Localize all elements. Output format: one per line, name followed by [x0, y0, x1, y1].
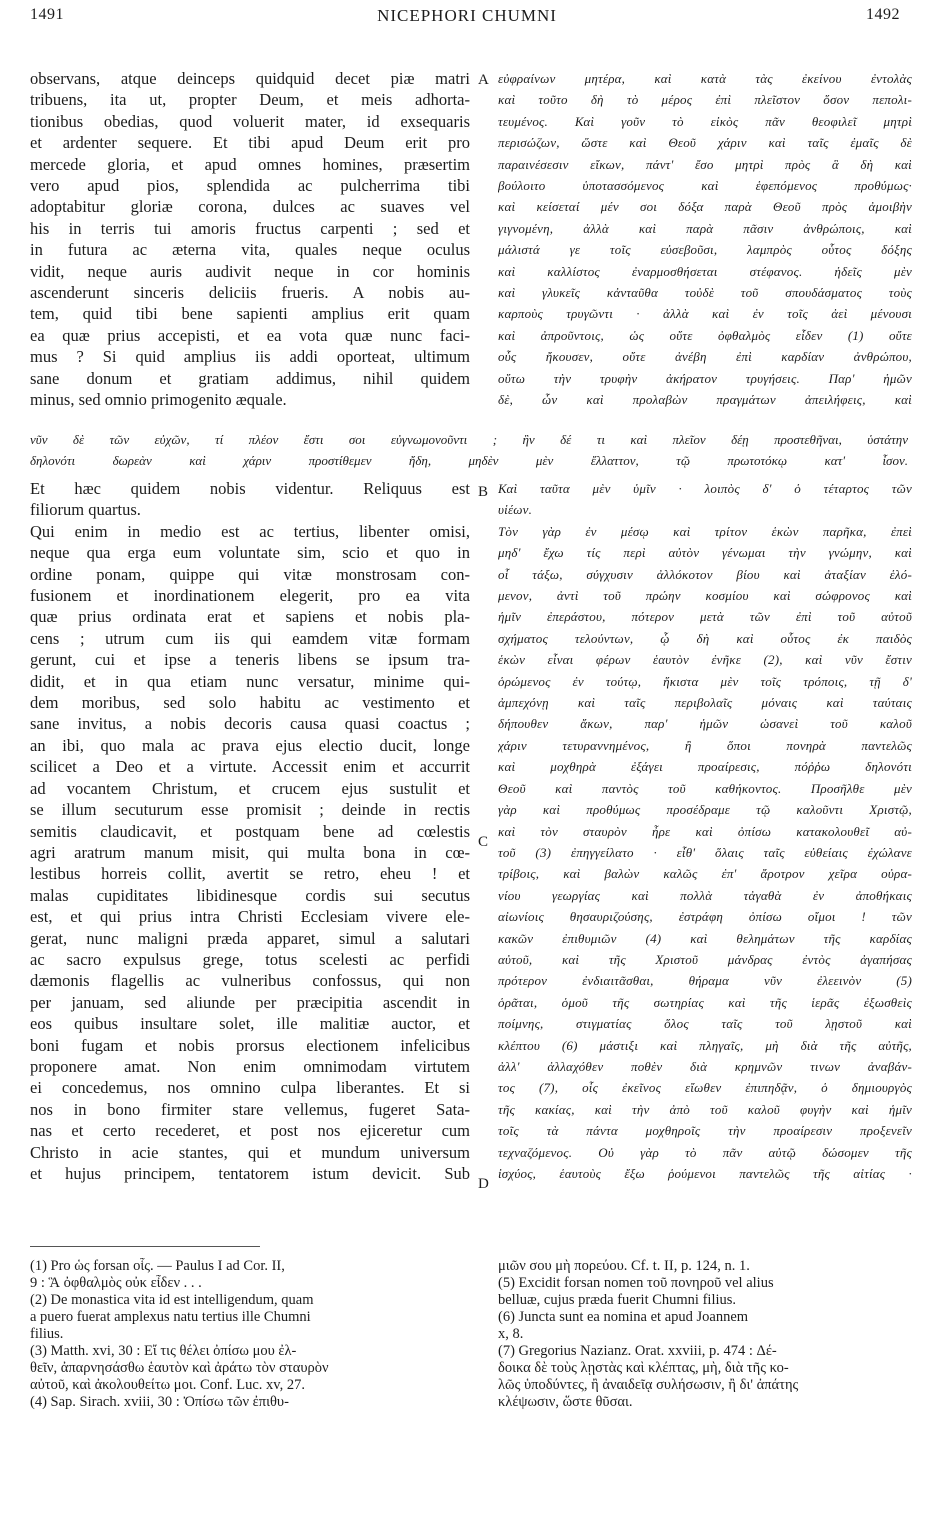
latin-bottom-line: ac sacro expulsus grege, totus scelesti ac perfidi — [30, 949, 470, 969]
spanning-greek-line-1: νῦν δὲ τῶν εὐχῶν, τί πλέον ἔστι σοι εὐγνωμονοῦντι ; ἣν δέ τι καὶ πλεῖον δέῃ προστεθῆναι, ὑστάτην — [30, 432, 908, 447]
section-marker-a: A — [478, 72, 489, 88]
greek-top-line: οὕτω τὴν τρυφὴν ἀκήρατον τρυγήσεις. Παρ' ἡμῶν — [498, 370, 912, 386]
latin-bottom-line: est, et qui prius intra Christi Ecclesiam vivere ele- — [30, 907, 470, 927]
latin-column-top — [30, 68, 470, 411]
latin-bottom-line: cens ; utrum cum iis qui eamdem vitæ formam — [30, 628, 470, 648]
page-header — [0, 4, 934, 32]
footnote-line: x, 8. — [498, 1326, 524, 1342]
latin-bottom-line: ei concedemus, nos omnino culpa liberantes. Et si — [30, 1078, 470, 1098]
latin-top-line: et ardenter sequere. Et tibi apud Deum erit pro — [30, 133, 470, 153]
latin-column-bottom — [30, 478, 470, 1184]
latin-top-line: mus ? Si quid amplius iis addi oporteat, ultimum — [30, 347, 470, 367]
greek-bottom-line: τοῦ (3) ἐπηγγείλατο · εἶθ' ὅλαις ταῖς εὐθείαις ἐχώλανε — [498, 844, 912, 860]
latin-bottom-line: dem moribus, sed solo habitu ac vestimento et — [30, 693, 470, 713]
latin-bottom-line: gerunt, cui et ipse a teneris libens se ipsum tra- — [30, 650, 470, 670]
greek-bottom-line: Τὸν γὰρ ἐν μέσῳ καὶ τρίτον ἑκὼν παρῆκα, ἐπεὶ — [498, 523, 912, 539]
greek-bottom-line: τρίβοις, καὶ βαλὼν καλῶς ἐπ' ἄροτρον χεῖρα οὐρα- — [498, 866, 912, 882]
latin-bottom-line: quæ prius ordinata erat et sapiens et nobis pla- — [30, 607, 470, 627]
greek-bottom-line: σχήματος τελούντων, ᾧ δὴ καὶ οὗτος ἐκ παιδὸς — [498, 630, 912, 646]
footnote-line: μιῶν σου μὴ πορεύου. Cf. t. II, p. 124, n. 1. — [498, 1258, 750, 1274]
greek-top-line: εὐφραίνων μητέρα, καὶ κατὰ τὰς ἐκείνου ἐντολὰς — [498, 71, 912, 86]
greek-top-line: καὶ καλλίστος ἐναρμοσθήσεται στέφανος. ἡδεῖς μὲν — [498, 263, 912, 279]
greek-bottom-line: μηδ' ἔχω τίς περὶ αὐτὸν γένωμαι τὴν γνώμην, καὶ — [498, 545, 912, 561]
latin-bottom-line: neque qua erga eum voluntate sim, scio et quo in — [30, 543, 470, 563]
latin-top-line: vidit, neque auris audivit neque in cor hominis — [30, 261, 470, 281]
section-marker-c: C — [478, 834, 489, 850]
footnote-line: a puero fuerat amplexus natu tertius ille Chumni — [30, 1309, 311, 1325]
greek-bottom-line: τος (7), οἷς ἐκεῖνος εἴωθεν ἐπιπηδᾷν, ὁ δημιουργὸς — [498, 1080, 912, 1096]
greek-top-line: παραινέσεσιν εἴκων, πάντ' ἔσο μητρὶ πρὸς ἃ δὴ καὶ — [498, 156, 912, 172]
left-page-number: 1491 — [30, 6, 64, 23]
latin-top-line: his in terris tui amoris fructus carpenti ; sed et — [30, 218, 470, 238]
greek-bottom-line: ἰσχύος, ἑαυτοὺς ἔξω ῥούμενοι παντελῶς τῆς αἰτίας · — [498, 1166, 912, 1181]
latin-top-line: in futura ac æterna vita, quales neque oculus — [30, 240, 470, 260]
greek-top-line: τευμένος. Καὶ γοῦν τὸ εἰκὸς πᾶν θεοφιλεῖ μητρὶ — [498, 113, 912, 129]
latin-bottom-line: ad vocantem Christum, et crucem ejus sustulit et — [30, 778, 470, 798]
greek-bottom-line: Θεοῦ καὶ παντὸς τοῦ καθήκοντος. Προσῆλθε μὲν — [498, 780, 912, 796]
latin-bottom-line: nos in bono firmiter stare vellemus, fugeret Sata- — [30, 1099, 470, 1119]
greek-top-line: καὶ κείσεταί μέν σοι δόξα παρὰ Θεοῦ πρὸς ἀμοιβὴν — [498, 199, 912, 215]
latin-top-line: mercede gloria, et apud omnes homines, præsertim — [30, 154, 470, 174]
footnote-line: (6) Juncta sunt ea nomina et apud Joannem — [498, 1309, 749, 1325]
greek-top-line: καὶ γλυκεῖς κἀνταῦθα τοὐδὲ τοῦ σπουδάσματος τοὺς — [498, 285, 912, 301]
greek-column-bottom — [498, 478, 912, 1184]
footnote-line: κλέψωσιν, ὥστε θῦσαι. — [498, 1394, 633, 1410]
footnote-line: 9 : Ἃ ὀφθαλμὸς οὐκ εἶδεν . . . — [30, 1275, 202, 1291]
greek-top-line: βούλοιτο ὑποτασσόμενος καὶ ἑφεπόμενος προθύμως· — [498, 178, 912, 194]
greek-bottom-line: ὁρώμενος ἐν τούτῳ, ἥκιστα μὲν τοῖς τρόποις, τῇ δ' — [498, 673, 912, 689]
latin-bottom-line: malas cupiditates libidinesque cordis sui secutus — [30, 885, 470, 905]
greek-bottom-line: ὁρᾶται, ὁμοῦ τῆς σωτηρίας καὶ τῆς ἱερᾶς ἐξωσθεὶς — [498, 994, 912, 1010]
greek-bottom-line: πρότερον ἐνδιαιτᾶσθαι, θήραμα νῦν ἐλεεινὸν (5) — [498, 973, 912, 989]
greek-bottom-line: μενον, ἀντὶ τοῦ πρώην κοσμίου καὶ σώφρονος καὶ — [498, 588, 912, 604]
greek-bottom-line: χάριν τετυραννημένος, ἢ ὅποι πονηρὰ παντελῶς — [498, 737, 912, 753]
greek-bottom-line: ποίμνης, στιγματίας ὅλος ταῖς τοῦ λῃστοῦ καὶ — [498, 1016, 912, 1032]
latin-top-line: ea quæ prius accepisti, et ea vota quæ nunc faci- — [30, 325, 470, 345]
greek-bottom-line: κακῶν ἐπιθυμιῶν (4) καὶ θελημάτων τῆς καρδίας — [498, 930, 912, 946]
latin-bottom-line: fusionem et inordinationem elegerit, pro ea vita — [30, 586, 470, 606]
latin-bottom-line: Christo in acie stantes, qui et mundum universum — [30, 1142, 470, 1162]
latin-top-line: observans, atque deinceps quidquid decet piæ matri — [30, 69, 470, 88]
greek-bottom-line: ἀλλ' ἀλλαχόθεν ποθὲν διὰ κρημνῶν τινων ἀναβάν- — [498, 1058, 912, 1074]
greek-bottom-line: κλέπτου (6) μάστιξι καὶ πληγαῖς, μὴ διὰ τῆς αὐτῆς, — [498, 1037, 912, 1053]
greek-bottom-line: ἀμπεχόνῃ καὶ ταῖς περιβολαῖς μόναις καὶ ταύταις — [498, 695, 912, 711]
greek-bottom-line: καὶ τὸν σταυρὸν ἦρε καὶ ὀπίσω κατακολουθεῖ αὐ- — [498, 823, 912, 839]
greek-bottom-line: οἷ τάξω, σύγχυσιν ἀλλόκοτον βίου καὶ ἀταξίαν ἑλό- — [498, 566, 912, 582]
footnote-line: θεῖν, ἀπαρνησάσθω ἑαυτὸν καὶ ἀράτω τὸν σταυρὸν — [30, 1360, 329, 1376]
greek-bottom-line: νίου γεωργίας καὶ πολλὰ τἀγαθὰ ἐν ἀποθήκαις — [498, 887, 912, 903]
footnote-line: (3) Matth. xvi, 30 : Εἴ τις θέλει ὀπίσω μου ἐλ- — [30, 1343, 297, 1359]
greek-top-line: μάλιστά γε τοῖς εὐσεβοῦσι, λαμπρὸς οὗτος δόξης — [498, 242, 912, 258]
greek-bottom-line: αἰωνίοις θησαυριζούσης, ἐστράφη ὀπίσω οἴμοι ! τῶν — [498, 909, 912, 925]
latin-bottom-line: Et hæc quidem nobis videntur. Reliquus est — [30, 479, 470, 498]
section-marker-b: B — [478, 484, 489, 500]
greek-top-line: καὶ ἀπροῦντοις, ὡς οὔτε ὀφθαλμὸς εἶδεν (1) οὔτε — [498, 327, 912, 343]
latin-bottom-line: filiorum quartus. — [30, 500, 141, 520]
latin-bottom-line: an ibi, quo mala ac prava ejus electio ducit, longe — [30, 735, 470, 755]
latin-top-line: vero apud pios, splendida ac pulcherrima tibi — [30, 176, 470, 196]
latin-bottom-line: Qui enim in medio est ac tertius, libenter omisi, — [30, 521, 470, 541]
latin-bottom-line: boni fugam et nobis prorsus electionem infelicibus — [30, 1035, 470, 1055]
footnote-line: (1) Pro ὡς forsan οἷς. — Paulus I ad Cor. II, — [30, 1258, 285, 1274]
greek-bottom-line: τεχναζόμενος. Οὐ γὰρ τὸ πᾶν αὐτῷ δώσομεν τῆς — [498, 1144, 912, 1160]
latin-bottom-line: lestibus horreis collit, avertit se retro, eheu ! et — [30, 864, 470, 884]
greek-bottom-line: ἡμῖν ἐπεράστου, πότερον μετὰ τῶν ἐπὶ τοῦ αὐτοῦ — [498, 609, 912, 625]
greek-top-line: δὲ, ὧν καὶ προλαβὼν πραγμάτων ἀπειλήφεις, καὶ — [498, 392, 912, 408]
latin-bottom-line: agri aratrum manum misit, qui multa bona in cœ- — [30, 842, 470, 862]
latin-bottom-line: et hujus principem, tentatorem istum devicit. Sub — [30, 1164, 470, 1183]
latin-top-line: adoptabitur gloriæ corona, dulces ac suaves vel — [30, 197, 470, 217]
latin-bottom-line: per januam, sed aliunde per præcipitia ascendit in — [30, 992, 470, 1012]
latin-top-line: minus, sed omnio primogenito æquale. — [30, 390, 287, 410]
greek-bottom-line: αὐτοῦ, καὶ τῆς Χριστοῦ μάνδρας ἐντὸς ἀγαπήσας — [498, 951, 912, 967]
latin-bottom-line: eos quibus insultare solet, ille malitiæ auctor, et — [30, 1014, 470, 1034]
latin-top-line: tribuens, ita ut, propter Deum, et meis adhorta- — [30, 90, 470, 110]
greek-column-top — [498, 68, 912, 411]
footnote-line: αὐτοῦ, καὶ ἀκολουθείτω μοι. Conf. Luc. xv, 27. — [30, 1377, 305, 1393]
greek-top-line: γιγνομένη, ἀλλὰ καὶ παρὰ πᾶσιν ἀνθρώποις, καὶ — [498, 220, 912, 236]
latin-top-line: tionibus obedias, quod voluerit mater, id exsequaris — [30, 111, 470, 131]
latin-bottom-line: didit, et in qua etiam nunc versatur, minime qui- — [30, 671, 470, 691]
latin-bottom-line: se illum secuturum esse promisit ; deinde in rectis — [30, 800, 470, 820]
greek-bottom-line: υἱέων. — [498, 502, 533, 518]
footnotes-right — [498, 1258, 912, 1411]
footnote-line: (7) Gregorius Nazianz. Orat. xxviii, p. 474 : Δέ- — [498, 1343, 777, 1359]
footnote-line: δοικα δὲ τοὺς λῃστὰς καὶ κλέπτας, μὴ, διὰ τῆς κο- — [498, 1360, 789, 1376]
greek-top-line: καὶ τοῦτο δὴ τὸ μέρος ἐπὶ πλεῖστον ὅσον πεπολι- — [498, 92, 912, 108]
footnote-line: λῶς ὑποδύντες, ἢ ἀναιδεῖᾳ συλήσωσιν, ἢ δι' ἀπάτης — [498, 1377, 799, 1393]
latin-top-line: tem, quid tibi bene sapienti amplius erit quam — [30, 304, 470, 324]
footnote-line: (4) Sap. Sirach. xviii, 30 : Ὀπίσω τῶν ἐπιθυ- — [30, 1394, 289, 1410]
running-title: NICEPHORI CHUMNI — [377, 6, 557, 25]
latin-bottom-line: dæmonis flagellis ac vulneribus confossus, qui non — [30, 971, 470, 991]
latin-bottom-line: sane invitus, a nobis decoris causa quasi coactus ; — [30, 714, 470, 734]
greek-bottom-line: τοῖς τὰ πάντα μοχθηροῖς τὴν προαίρεσιν προξενεῖν — [498, 1123, 912, 1139]
latin-bottom-line: nas et certo recederet, et post nos ejiceretur cum — [30, 1121, 470, 1141]
greek-bottom-line: ἑκὼν εἶναι φέρων ἑαυτὸν ἐνῆκε (2), καὶ νῦν ἔστιν — [498, 652, 912, 668]
greek-bottom-line: δήπουθεν ἄκων, παρ' ἡμῶν ὡσανεὶ τοῦ καλοῦ — [498, 716, 912, 732]
greek-bottom-line: Καὶ ταῦτα μὲν ὑμῖν · λοιπὸς δ' ὁ τέταρτος τῶν — [498, 481, 912, 496]
latin-bottom-line: gerat, nunc maligni præda apparet, simul a salutari — [30, 928, 470, 948]
latin-bottom-line: proponere amat. Non enim omnimodam virtutem — [30, 1056, 470, 1076]
footnote-line: belluæ, cujus præda fuerit Chumni filius. — [498, 1292, 737, 1308]
greek-bottom-line: καὶ μοχθηρὰ ἐξάγει προαίρεσις, πόῤῥω δηλονότι — [498, 759, 912, 775]
section-marker-d: D — [478, 1176, 489, 1192]
footnote-line: filius. — [30, 1326, 64, 1342]
right-page-number: 1492 — [866, 6, 900, 23]
greek-bottom-line: γὰρ καὶ προθύμως προσέδραμε τῷ καλοῦντι Χριστῷ, — [498, 802, 912, 818]
greek-top-line: οὖς ἤκουσεν, οὔτε ἀνέβη ἐπὶ καρδίαν ἀνθρώπου, — [498, 349, 912, 365]
latin-bottom-line: semitis claudicavit, et postquam bene ad cœlestis — [30, 821, 470, 841]
greek-top-line: περισώζων, ὥστε καὶ Θεοῦ χάριν καὶ ταῖς ἐμαῖς δὲ — [498, 135, 912, 151]
latin-bottom-line: scilicet a Deo et a virtute. Accessit enim et accurrit — [30, 757, 470, 777]
latin-top-line: sane donum et gratiam addimus, nihil quidem — [30, 368, 470, 388]
greek-top-line: καρποὺς τρυγῶντι · ἀλλὰ καὶ ἐν τοῖς ἀεὶ μένουσι — [498, 306, 912, 322]
footnote-line: (5) Excidit forsan nomen τοῦ πονηροῦ vel alius — [498, 1275, 774, 1291]
footnote-divider — [30, 1246, 260, 1247]
footnote-line: (2) De monastica vita id est intelligendum, quam — [30, 1292, 314, 1308]
latin-bottom-line: ordine ponam, quippe qui vitæ monstrosam con- — [30, 564, 470, 584]
spanning-greek-line-2: δηλονότι δωρεὰν καὶ χάριν προστίθεμεν ἤδη, μηδὲν μὲν ἔλλαττον, τῷ πρωτοτόκῳ κατ' ἶσον. — [30, 453, 908, 468]
footnotes-left — [30, 1258, 470, 1411]
greek-bottom-line: τῆς κακίας, καὶ τὴν ἀπὸ τοῦ καλοῦ φυγὴν καὶ ἡμῖν — [498, 1101, 912, 1117]
latin-top-line: ascenderunt sinceris deliciis frueris. A nobis au- — [30, 283, 470, 303]
